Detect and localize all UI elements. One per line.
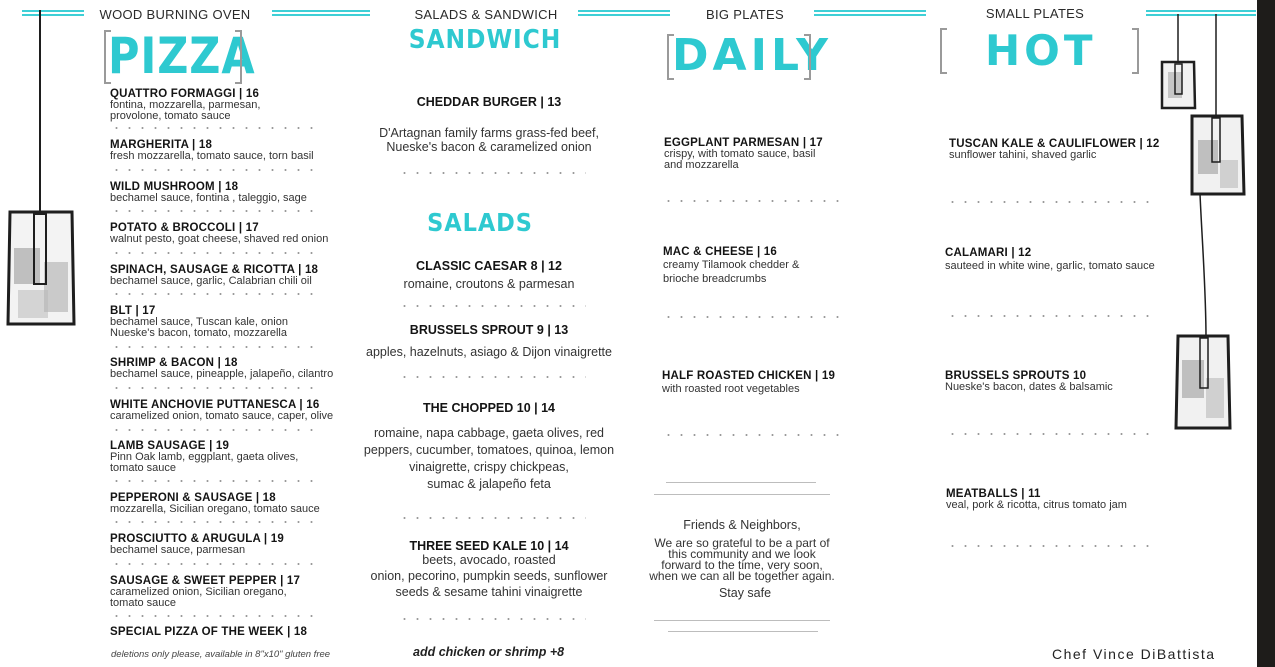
item-name: WHITE ANCHOVIE PUTTANESCA | 16 [110, 399, 320, 411]
dot-separator [398, 517, 586, 519]
page-edge [1257, 0, 1275, 667]
dot-separator [398, 172, 586, 174]
item-description: Nueske's bacon, dates & balsamic [945, 381, 1113, 393]
header-rule [272, 10, 370, 16]
title-bracket-right [1132, 28, 1139, 74]
dot-separator [110, 346, 322, 348]
item-name: TUSCAN KALE & CAULIFLOWER | 12 [949, 138, 1160, 150]
item-description: caramelized onion, tomato sauce, caper, olive [110, 410, 334, 422]
item-description: sauteed in white wine, garlic, tomato sauce [945, 260, 1155, 272]
section-label-hot: SMALL PLATES [985, 6, 1085, 21]
item-description: sunflower tahini, shaved garlic [949, 149, 1097, 161]
dot-separator [110, 169, 322, 171]
item-name: HALF ROASTED CHICKEN | 19 [662, 370, 836, 382]
pendant-lamp-icon [1172, 0, 1242, 440]
item-name: BRUSSELS SPROUT 9 | 13 [409, 323, 569, 337]
item-description: caramelized onion, Sicilian oregano, tomato sauce [110, 586, 287, 609]
item-name: THREE SEED KALE 10 | 14 [409, 539, 569, 553]
item-name: THE CHOPPED 10 | 14 [422, 401, 555, 415]
divider [666, 482, 816, 483]
dot-separator [110, 521, 322, 523]
item-name: CHEDDAR BURGER | 13 [416, 95, 562, 109]
dot-separator [946, 545, 1158, 547]
item-description: beets, avocado, roasted onion, pecorino, pumpkin seeds, sunflower seeds & sesame tahini vinaigrette [370, 553, 608, 599]
dot-separator [946, 433, 1158, 435]
dot-separator [110, 615, 322, 617]
item-name: PEPPERONI & SAUSAGE | 18 [110, 492, 276, 504]
menu-item [663, 246, 799, 286]
divider [654, 620, 830, 621]
item-description: creamy Tilamook chedder & brioche breadcrumbs [663, 259, 800, 285]
item-description: crispy, with tomato sauce, basil and mozzarella [664, 148, 816, 171]
menu-item [110, 399, 333, 422]
dot-separator [946, 315, 1158, 317]
item-name: POTATO & BROCCOLI | 17 [110, 222, 259, 234]
menu-item [664, 137, 823, 171]
item-description: D'Artagnan family farms grass-fed beef, Nueske's bacon & caramelized onion [379, 126, 599, 154]
section-label-sandwich: SALADS & SANDWICH [414, 7, 558, 22]
item-description: apples, hazelnuts, asiago & Dijon vinaigrette [366, 345, 612, 359]
menu-item [110, 181, 307, 204]
menu-item [110, 222, 328, 245]
item-description: fontina, mozzarella, parmesan, provolone, tomato sauce [110, 99, 261, 122]
item-description: mozzarella, Sicilian oregano, tomato sauce [110, 503, 320, 515]
dot-separator [398, 376, 586, 378]
item-name: WILD MUSHROOM | 18 [110, 181, 239, 193]
hot-title: HOT [985, 26, 1097, 75]
item-description: Pinn Oak lamb, eggplant, gaeta olives, tomato sauce [110, 451, 299, 474]
dot-separator [662, 200, 842, 202]
item-name: SPINACH, SAUSAGE & RICOTTA | 18 [110, 264, 319, 276]
menu-item [110, 575, 300, 609]
header-rule [814, 10, 926, 16]
menu-item [662, 370, 835, 396]
dot-separator [398, 618, 586, 620]
dot-separator [110, 563, 322, 565]
dot-separator [662, 434, 842, 436]
item-description: romaine, napa cabbage, gaeta olives, red peppers, cucumber, tomatoes, quinoa, lemon vinaigrette, crispy chickpeas, sumac & jalapeño feta [363, 426, 615, 491]
menu-item [110, 88, 260, 122]
sandwich-title: SANDWICH [408, 25, 562, 55]
divider [668, 631, 818, 632]
item-description: fresh mozzarella, tomato sauce, torn basil [110, 150, 314, 162]
menu-item [110, 440, 298, 474]
menu-item [110, 139, 314, 162]
item-name: LAMB SAUSAGE | 19 [110, 440, 230, 452]
menu-item [110, 626, 307, 638]
title-bracket-right [235, 30, 242, 84]
dot-separator [110, 252, 322, 254]
item-name: PROSCIUTTO & ARUGULA | 19 [110, 533, 284, 545]
menu-item [949, 138, 1159, 161]
item-name: EGGPLANT PARMESAN | 17 [664, 137, 823, 149]
section-label-pizza: WOOD BURNING OVEN [99, 7, 251, 22]
daily-title: DAILY [672, 30, 832, 81]
menu-item [945, 370, 1113, 393]
menu-item [110, 357, 333, 380]
title-bracket-left [940, 28, 947, 74]
section-label-daily: BIG PLATES [706, 7, 784, 22]
item-name: SHRIMP & BACON | 18 [110, 357, 238, 369]
dot-separator [110, 293, 322, 295]
dot-separator [946, 201, 1158, 203]
pizza-footnote: deletions only please, available in 8"x10" gluten free [111, 649, 331, 660]
item-description: veal, pork & ricotta, citrus tomato jam [946, 499, 1127, 511]
item-description: romaine, croutons & parmesan [403, 277, 575, 291]
menu-item [110, 264, 318, 287]
item-name: CALAMARI | 12 [945, 247, 1032, 259]
note-message: We are so grateful to be a part of this community and we look forward to the time, very soon, when we can all be together again. [649, 536, 835, 583]
menu-item [945, 247, 1155, 273]
item-description: bechamel sauce, pineapple, jalapeño, cilantro [110, 368, 334, 380]
item-name: SPECIAL PIZZA OF THE WEEK | 18 [110, 626, 308, 638]
item-name: BLT | 17 [110, 305, 156, 317]
menu-item [946, 488, 1127, 511]
note-signoff: Stay safe [718, 586, 772, 600]
menu-item [110, 533, 284, 556]
item-name: QUATTRO FORMAGGI | 16 [110, 88, 260, 100]
item-description: bechamel sauce, fontina , taleggio, sage [110, 192, 307, 204]
item-name: BRUSSELS SPROUTS 10 [945, 370, 1087, 382]
item-name: SAUSAGE & SWEET PEPPER | 17 [110, 575, 301, 587]
item-name: MAC & CHEESE | 16 [663, 246, 777, 258]
menu-item [110, 492, 320, 515]
dot-separator [110, 387, 322, 389]
dot-separator [110, 210, 322, 212]
divider [654, 494, 830, 495]
header-rule [578, 10, 670, 16]
dot-separator [662, 316, 842, 318]
item-description: bechamel sauce, parmesan [110, 544, 246, 556]
item-description: walnut pesto, goat cheese, shaved red onion [110, 233, 329, 245]
title-bracket-right [804, 34, 811, 80]
pendant-lamp-icon [0, 0, 80, 340]
dot-separator [398, 305, 586, 307]
item-name: MARGHERITA | 18 [110, 139, 213, 151]
item-description: bechamel sauce, Tuscan kale, onion Nueske's bacon, tomato, mozzarella [110, 316, 288, 339]
note-greeting: Friends & Neighbors, [683, 518, 801, 532]
item-name: MEATBALLS | 11 [946, 488, 1041, 500]
item-description: bechamel sauce, garlic, Calabrian chili oil [110, 275, 312, 287]
salads-title: SALADS [427, 208, 533, 237]
dot-separator [110, 127, 322, 129]
chef-signature: Chef Vince DiBattista [1052, 646, 1216, 662]
pizza-title: PIZZA [108, 27, 256, 85]
menu-item [110, 305, 288, 339]
item-description: with roasted root vegetables [662, 383, 800, 395]
dot-separator [110, 480, 322, 482]
item-name: CLASSIC CAESAR 8 | 12 [416, 259, 562, 273]
dot-separator [110, 429, 322, 431]
salad-addon: add chicken or shrimp +8 [413, 645, 565, 659]
